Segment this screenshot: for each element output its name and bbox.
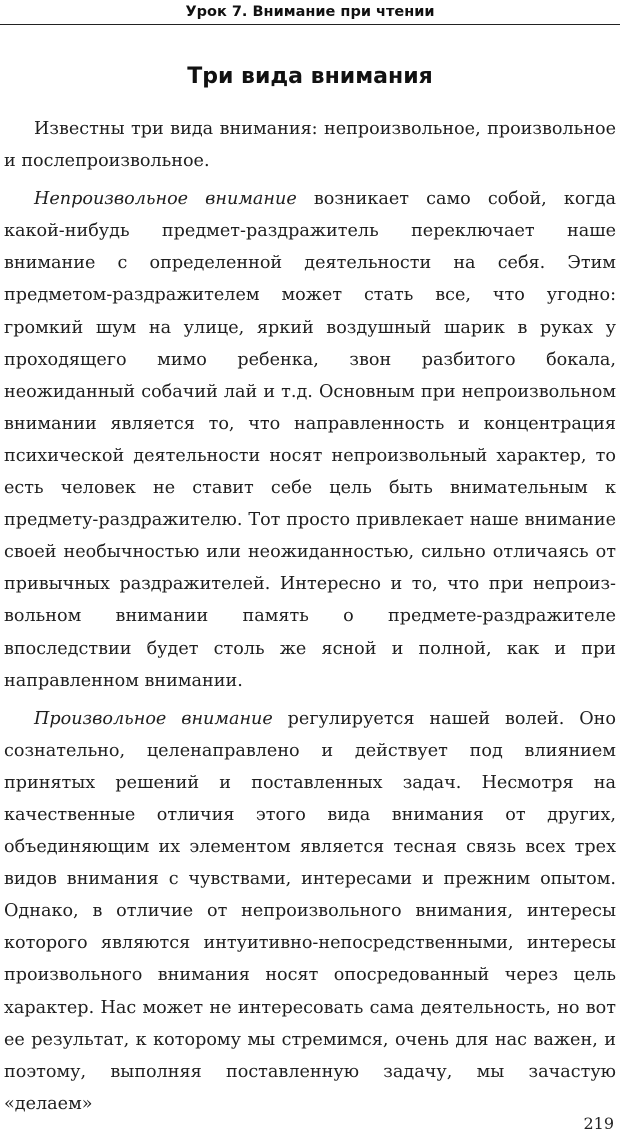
paragraph-1 <box>4 113 616 177</box>
paragraph-2-lead: Непроизвольное внимание <box>34 189 297 210</box>
body-text <box>4 113 616 1120</box>
header-rule <box>0 24 620 25</box>
paragraph-2-text: возникает само собой, когда какой-нибудь предмет-раздражитель переключает наше внимание с определенной деятельности на себя. Этим предметом-раздражителем может стать все, что угодно: громкий шум на улице, яркий воздушный шарик в руках у проходящего мимо ребенка, звон разбитого бокала, неожиданный собачий лай и т.д. Основным при непроизвольном внимании является то, что направленность и концентрация психической деятельности носят непроизвольный характер, то есть человек не ставит себе цель быть внимательным к предмету-раздражителю. Тот просто привлекает наше внимание своей необычностью или неожиданностью, сильно отличаясь от привычных раздражителей. Интересно и то, что при непроизвольном внимании память о предмете-раздражителе впоследствии будет столь же ясной и полной, как и при направленном внимании. <box>4 189 616 691</box>
page-number: 219 <box>583 1114 614 1133</box>
paragraph-3 <box>4 703 616 1120</box>
paragraph-3-text: регулируется нашей волей. Оно сознательно, целенаправлено и действует под влиянием принятых решений и поставленных задач. Несмотря на качественные отличия этого вида внимания от других, объединяющим их элементом является тесная связь всех трех видов внимания с чувствами, интересами и прежним опытом. Однако, в отличие от непроизвольного внимания, интересы которого являются интуитивно-непосредственными, интересы произвольного внимания носят опосредованный через цель характер. Нас может не интересовать сама деятельность, но вот ее результат, к которому мы стремимся, очень для нас важен, и поэтому, выполняя поставленную задачу, мы зачастую «делаем» <box>4 708 616 1114</box>
paragraph-1-text: Известны три вида внимания: непроизвольное, произвольное и послепроизвольное. <box>4 119 616 172</box>
running-head: Урок 7. Внимание при чтении <box>185 4 435 20</box>
section-title: Три вида внимания <box>187 64 433 89</box>
paragraph-2 <box>4 183 616 697</box>
paragraph-3-lead: Произвольное внимание <box>34 708 273 729</box>
